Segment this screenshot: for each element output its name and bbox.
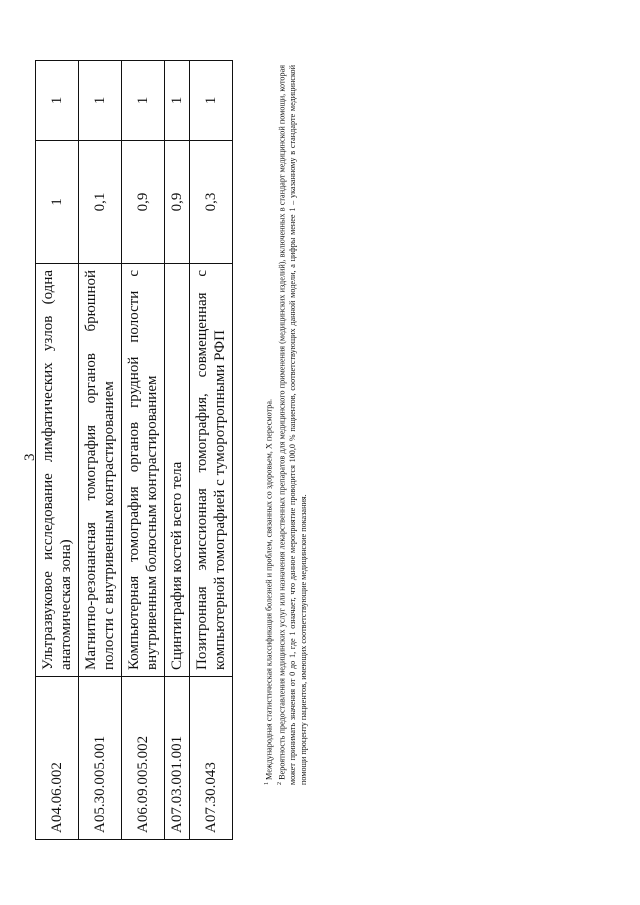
frequency-cell: 0,1 bbox=[79, 141, 122, 264]
table-row bbox=[79, 61, 122, 840]
service-code-cell: A07.30.043 bbox=[190, 677, 233, 840]
multiplicity-cell: 1 bbox=[122, 61, 165, 141]
service-code-cell: A05.30.005.001 bbox=[79, 677, 122, 840]
multiplicity-cell: 1 bbox=[165, 61, 190, 141]
service-name-cell: Сцинтиграфия костей всего тела bbox=[165, 264, 190, 677]
service-name-cell: Магнитно-резонансная томография органов брюшной полости с внутривенным контрастированием bbox=[79, 264, 122, 677]
footnote-mark: 2 bbox=[276, 782, 283, 785]
service-name-cell: Компьютерная томография органов грудной полости с внутривенным болюсным контрастированием bbox=[122, 264, 165, 677]
footnote-1 bbox=[262, 65, 275, 785]
footnote-text: Вероятность предоставления медицинских услуг или назначения лекарственных препаратов для медицинского применения (медицинских изделий), включенных в стандарт медицинской помощи, которая может принимать значения от 0 до 1, где 1 означает, что данное мероприятие проводится 100,0 % пациентов, соответствующих данной модели, а цифры менее 1 – указанному в стандарте медицинской помощи проценту пациентов, имеющих соответствующие медицинские показания. bbox=[277, 64, 309, 785]
service-name-cell: Ультразвуковое исследование лимфатических узлов (одна анатомическая зона) bbox=[36, 264, 79, 677]
footnotes bbox=[262, 65, 309, 785]
frequency-cell: 0,9 bbox=[165, 141, 190, 264]
frequency-cell: 0,3 bbox=[190, 141, 233, 264]
service-code-cell: A07.03.001.001 bbox=[165, 677, 190, 840]
frequency-cell: 0,9 bbox=[122, 141, 165, 264]
table-row bbox=[190, 61, 233, 840]
table-row bbox=[36, 61, 79, 840]
frequency-cell: 1 bbox=[36, 141, 79, 264]
footnote-2 bbox=[275, 65, 310, 785]
multiplicity-cell: 1 bbox=[190, 61, 233, 141]
service-code-cell: A04.06.002 bbox=[36, 677, 79, 840]
service-code-cell: A06.09.005.002 bbox=[122, 677, 165, 840]
medical-services-table bbox=[35, 60, 233, 840]
table-row bbox=[165, 61, 190, 840]
service-name-cell: Позитронная эмиссионная томография, совмещенная с компьютерной томографией с туморотропными РФП bbox=[190, 264, 233, 677]
footnote-text: Международная статистическая классификация болезней и проблем, связанных со здоровьем, X пересмотра. bbox=[264, 398, 274, 780]
page-number: 3 bbox=[22, 453, 38, 461]
table-row bbox=[122, 61, 165, 840]
multiplicity-cell: 1 bbox=[36, 61, 79, 141]
footnote-mark: 1 bbox=[264, 782, 270, 785]
multiplicity-cell: 1 bbox=[79, 61, 122, 141]
